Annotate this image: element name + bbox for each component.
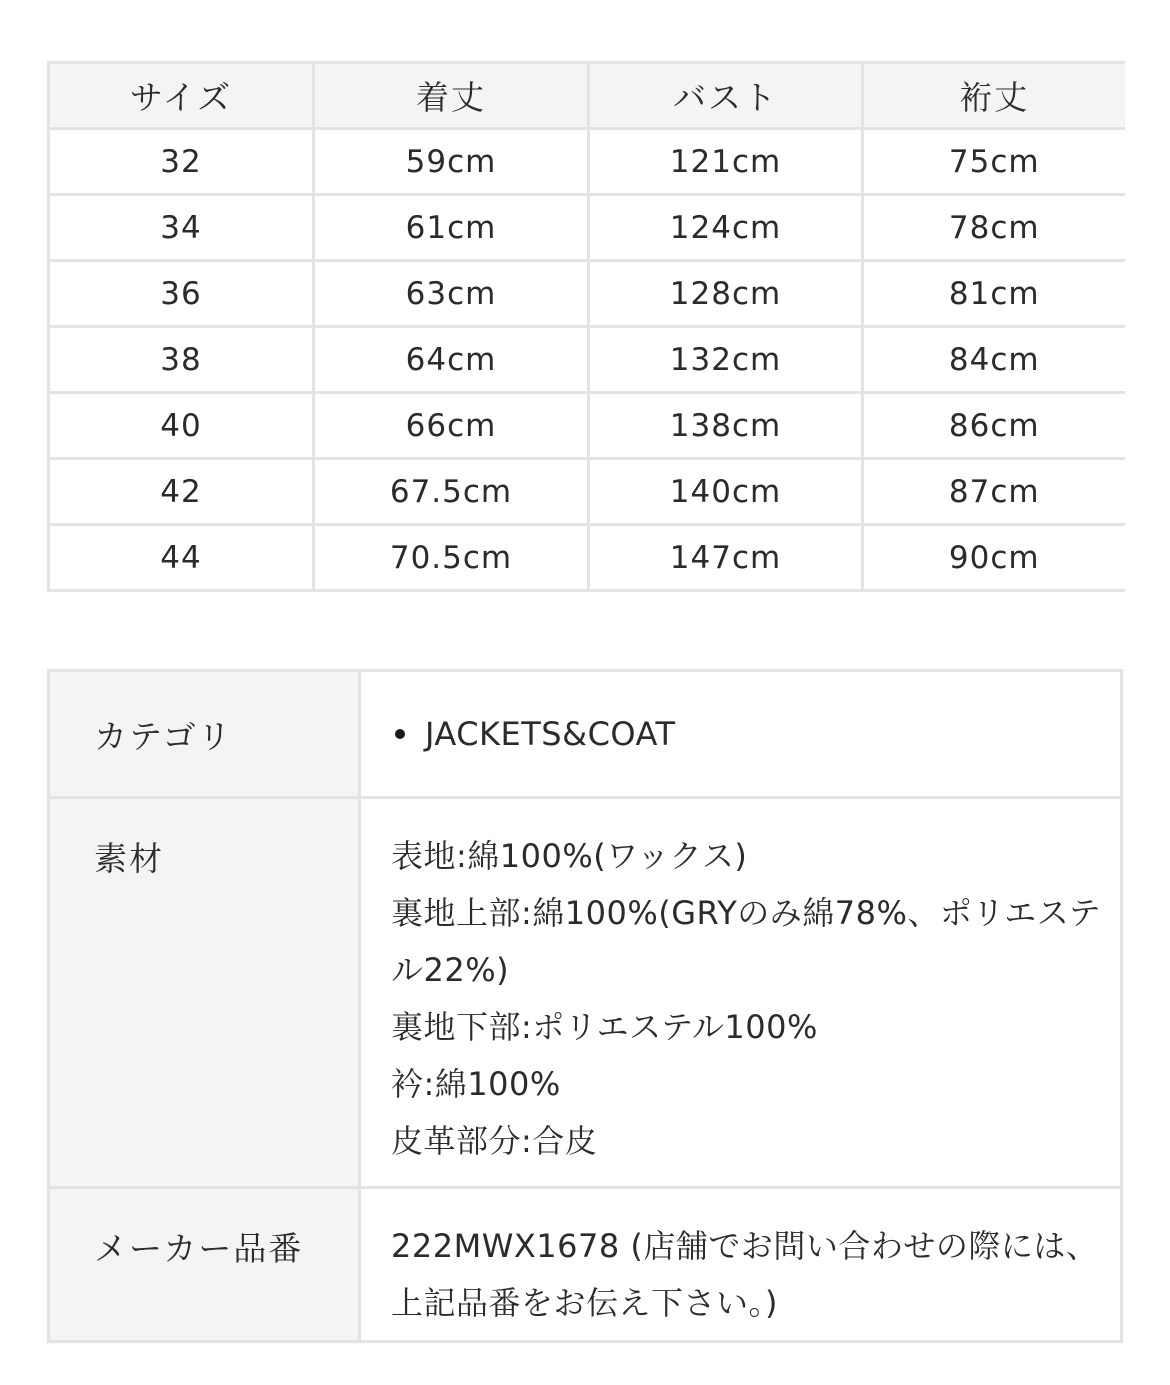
- cell-size: 32: [49, 129, 314, 195]
- header-length: 着丈: [314, 63, 589, 129]
- cell-bust: 132cm: [589, 327, 863, 393]
- size-table: [47, 61, 1125, 592]
- table-row: [49, 459, 1125, 525]
- spec-label-material: 素材: [49, 798, 360, 1188]
- cell-length: 64cm: [314, 327, 589, 393]
- category-list: [391, 706, 1102, 763]
- cell-sleeve: 81cm: [863, 261, 1125, 327]
- cell-size: 36: [49, 261, 314, 327]
- spec-value-category: [360, 671, 1122, 798]
- cell-length: 61cm: [314, 195, 589, 261]
- cell-size: 42: [49, 459, 314, 525]
- cell-bust: 124cm: [589, 195, 863, 261]
- cell-bust: 138cm: [589, 393, 863, 459]
- header-size: サイズ: [49, 63, 314, 129]
- cell-length: 59cm: [314, 129, 589, 195]
- spec-row-maker: [49, 1188, 1122, 1342]
- material-line: 衿:綿100%: [391, 1065, 561, 1103]
- cell-bust: 147cm: [589, 525, 863, 591]
- spec-label-category: カテゴリ: [49, 671, 360, 798]
- cell-size: 34: [49, 195, 314, 261]
- table-row: [49, 261, 1125, 327]
- header-sleeve: 裄丈: [863, 63, 1125, 129]
- cell-size: 40: [49, 393, 314, 459]
- cell-sleeve: 86cm: [863, 393, 1125, 459]
- cell-length: 67.5cm: [314, 459, 589, 525]
- table-row: [49, 525, 1125, 591]
- spec-label-maker: メーカー品番: [49, 1188, 360, 1342]
- spec-row-category: [49, 671, 1122, 798]
- cell-sleeve: 90cm: [863, 525, 1125, 591]
- table-row: [49, 129, 1125, 195]
- material-line: 皮革部分:合皮: [391, 1122, 598, 1160]
- cell-sleeve: 87cm: [863, 459, 1125, 525]
- spec-row-material: [49, 798, 1122, 1188]
- cell-sleeve: 84cm: [863, 327, 1125, 393]
- cell-length: 63cm: [314, 261, 589, 327]
- size-table-header-row: [49, 63, 1125, 129]
- header-bust: バスト: [589, 63, 863, 129]
- material-line: 裏地上部:綿100%(GRYのみ綿78%、ポリエステル22%): [391, 894, 1102, 989]
- cell-bust: 140cm: [589, 459, 863, 525]
- material-line: 表地:綿100%(ワックス): [391, 837, 748, 875]
- cell-length: 66cm: [314, 393, 589, 459]
- cell-bust: 121cm: [589, 129, 863, 195]
- table-row: [49, 393, 1125, 459]
- cell-length: 70.5cm: [314, 525, 589, 591]
- table-row: [49, 327, 1125, 393]
- cell-sleeve: 78cm: [863, 195, 1125, 261]
- category-link[interactable]: JACKETS&COAT: [391, 706, 1102, 763]
- cell-size: 44: [49, 525, 314, 591]
- cell-size: 38: [49, 327, 314, 393]
- spec-value-material: [360, 798, 1122, 1188]
- cell-sleeve: 75cm: [863, 129, 1125, 195]
- cell-bust: 128cm: [589, 261, 863, 327]
- table-row: [49, 195, 1125, 261]
- material-line: 裏地下部:ポリエステル100%: [391, 1008, 818, 1046]
- spec-table: [47, 669, 1123, 1343]
- spec-value-maker: 222MWX1678 (店舗でお問い合わせの際には、上記品番をお伝え下さい。): [360, 1188, 1122, 1342]
